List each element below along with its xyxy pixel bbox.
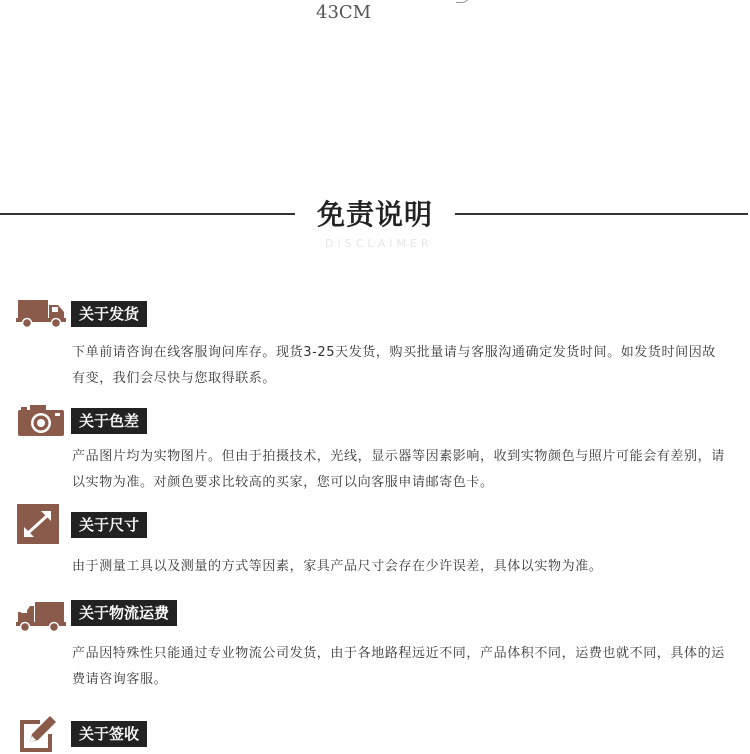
delivery-truck-icon: [16, 296, 66, 330]
page-title: 免责说明: [316, 198, 433, 231]
section-label: 关于发货: [71, 301, 147, 327]
title-divider-left: [0, 213, 295, 215]
section-label: 关于尺寸: [71, 512, 147, 538]
section-label: 关于物流运费: [71, 600, 177, 626]
logistics-truck-icon: [16, 600, 66, 634]
section-text: 由于测量工具以及测量的方式等因素，家具产品尺寸会存在少许误差，具体以实物为准。: [72, 559, 603, 574]
dimension-label: 43CM: [316, 2, 372, 23]
resize-arrow-icon: [16, 503, 60, 545]
sign-pen-icon: [16, 714, 58, 754]
section-text: 产品图片均为实物图片。但由于拍摄技术，光线，显示器等因素影响，收到实物颜色与照片可能会有差别，请以实物为准。对颜色要求比较高的买家，您可以向客服申请邮寄色卡。: [72, 449, 725, 490]
section-text: 产品因特殊性只能通过专业物流公司发货，由于各地路程远近不同，产品体积不同，运费也就不同，具体的运费请咨询客服。: [72, 646, 725, 687]
camera-icon: [16, 402, 66, 438]
title-subtitle: DISCLAIMER: [325, 237, 433, 250]
title-row: [0, 193, 750, 233]
section-text: 下单前请咨询在线客服询问库存。现货3-25天发货，购买批量请与客服沟通确定发货时间。如发货时间因故有变，我们会尽快与您取得联系。: [72, 345, 716, 386]
section-label: 关于色差: [71, 408, 147, 434]
section-label: 关于签收: [71, 721, 147, 747]
dimension-hint-curve: [456, 0, 471, 3]
title-divider-right: [455, 213, 748, 215]
